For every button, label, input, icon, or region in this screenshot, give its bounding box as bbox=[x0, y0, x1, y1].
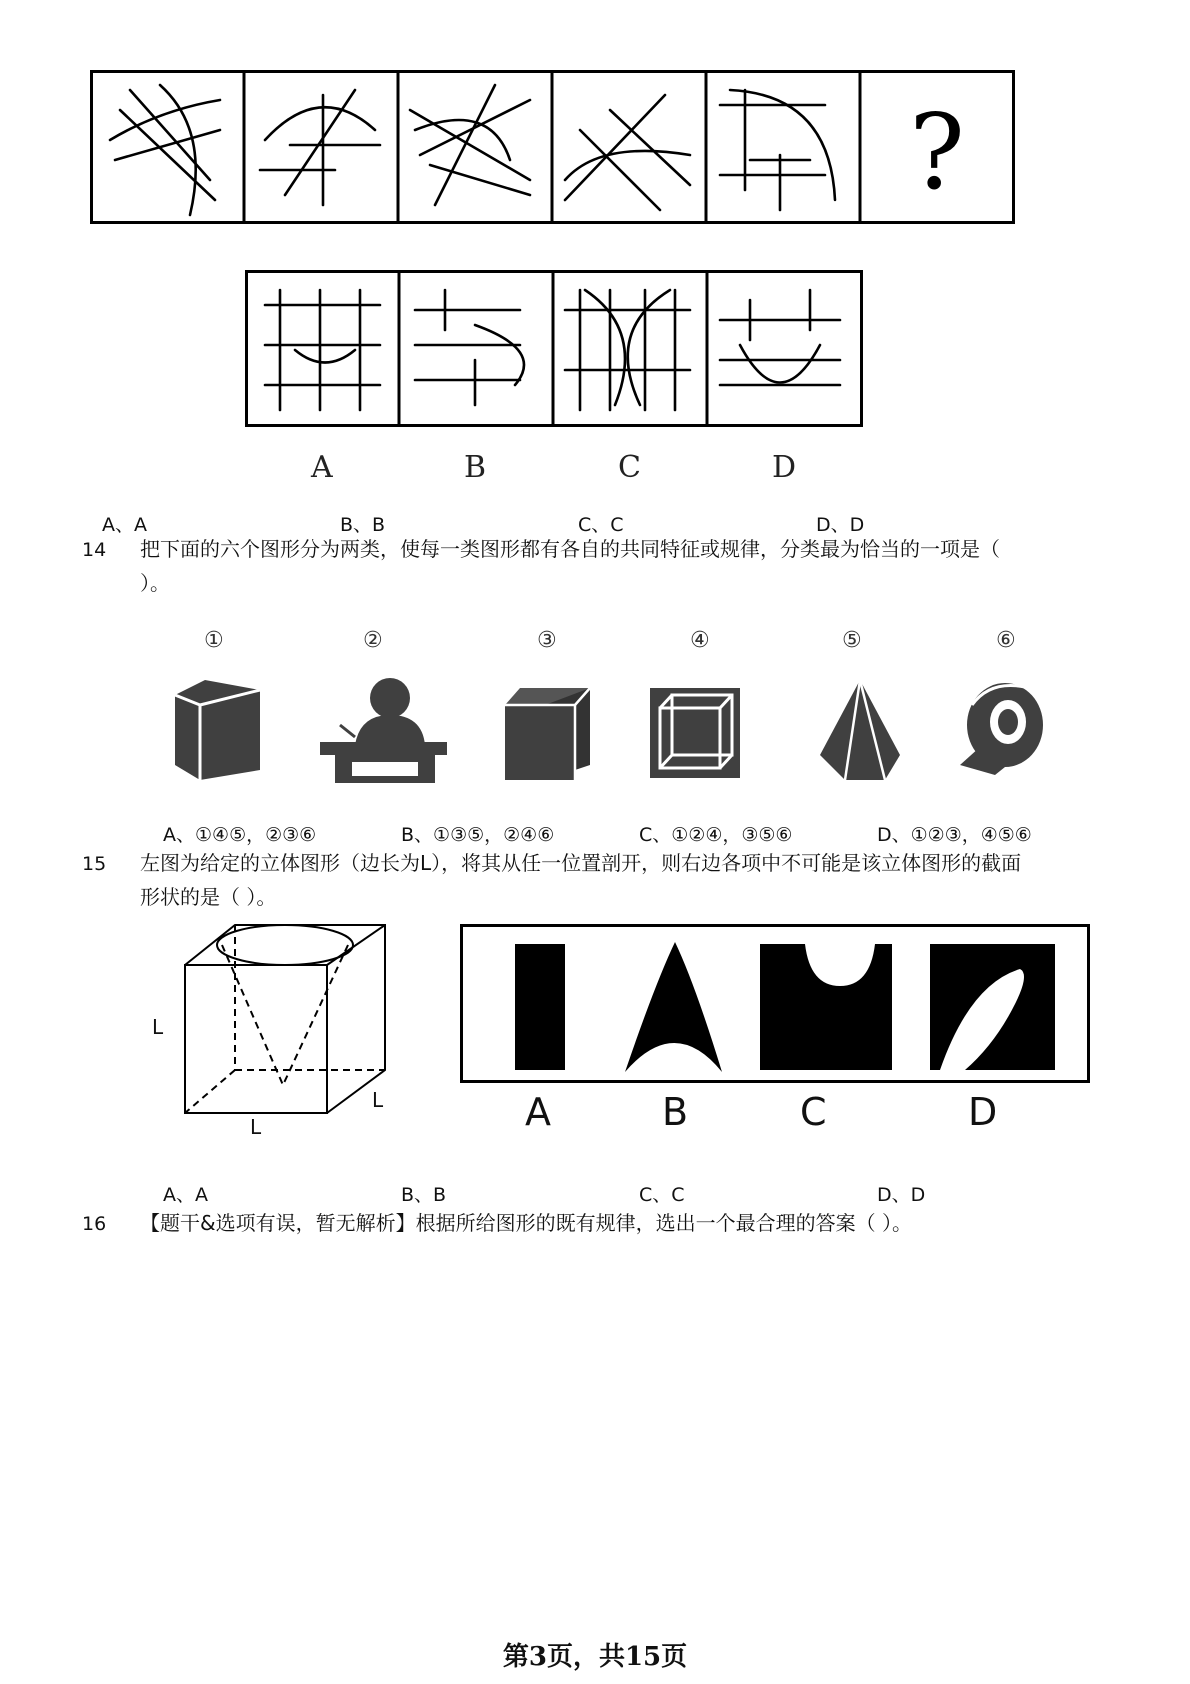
q14-label-5: ⑤ bbox=[842, 628, 862, 653]
q14-choice-d[interactable]: D、①②③，④⑤⑥ bbox=[877, 824, 1032, 846]
q15-choice-b[interactable]: B、B bbox=[401, 1184, 447, 1206]
q13-choice-b[interactable]: B、B bbox=[340, 514, 386, 536]
q14-label-6: ⑥ bbox=[996, 628, 1016, 653]
q14-shapes-figure bbox=[160, 675, 1060, 785]
shape-5-pyramid bbox=[820, 680, 900, 780]
q14-question-text bbox=[140, 532, 1080, 600]
q13-option-letter-a: A bbox=[311, 450, 333, 485]
q14-label-1: ① bbox=[204, 628, 224, 653]
q15-question-text bbox=[140, 846, 1100, 914]
q14-text-line1: 把下面的六个图形分为两类，使每一类图形都有各自的共同特征或规律，分类最为恰当的一项是（ bbox=[140, 537, 1000, 561]
q13-choice-a[interactable]: A、A bbox=[102, 514, 147, 536]
q16-number: 16 bbox=[82, 1213, 107, 1235]
q13-option-letter-c: C bbox=[618, 450, 641, 485]
q14-choice-b[interactable]: B、①③⑤，②④⑥ bbox=[401, 824, 555, 846]
q13-option-letter-d: D bbox=[772, 450, 797, 485]
q15-option-letter-a: A bbox=[525, 1090, 551, 1134]
q14-number: 14 bbox=[82, 539, 107, 561]
q15-text-line2: 形状的是（ ）。 bbox=[140, 885, 277, 909]
q14-label-4: ④ bbox=[690, 628, 710, 653]
shape-6-tape-roll bbox=[960, 683, 1043, 775]
q14-text-line2: ）。 bbox=[140, 571, 170, 595]
q13-choice-c[interactable]: C、C bbox=[578, 514, 624, 536]
page-footer: 第3页，共15页 bbox=[502, 1642, 688, 1672]
q13-options-figure bbox=[245, 270, 863, 427]
shape-2-person-desk bbox=[320, 678, 447, 783]
shape-4-wire-cube bbox=[650, 688, 740, 778]
q16-question-text: 【题干&选项有误，暂无解析】根据所给图形的既有规律，选出一个最合理的答案（ ）。 bbox=[140, 1211, 912, 1235]
edge-label-left: L bbox=[152, 1015, 164, 1039]
q15-option-letter-d: D bbox=[968, 1090, 998, 1134]
shape-3-cube bbox=[505, 688, 590, 780]
q13-choice-d[interactable]: D、D bbox=[816, 514, 865, 536]
question-mark: ? bbox=[909, 91, 965, 213]
q15-option-letter-b: B bbox=[662, 1090, 689, 1134]
q14-choice-c[interactable]: C、①②④，③⑤⑥ bbox=[639, 824, 793, 846]
shape-1-prism bbox=[175, 680, 260, 780]
q15-sections-figure bbox=[460, 924, 1090, 1084]
q15-solid-figure bbox=[180, 920, 400, 1120]
q15-choice-d[interactable]: D、D bbox=[877, 1184, 926, 1206]
q14-label-2: ② bbox=[363, 628, 383, 653]
q14-label-3: ③ bbox=[537, 628, 557, 653]
edge-label-bottom: L bbox=[250, 1115, 262, 1139]
q13-option-letter-b: B bbox=[464, 450, 487, 485]
q13-sequence-figure bbox=[90, 70, 1015, 224]
q15-number: 15 bbox=[82, 853, 107, 875]
section-c-notch bbox=[760, 944, 892, 1070]
q15-option-letter-c: C bbox=[800, 1090, 827, 1134]
section-a-rectangle bbox=[515, 944, 565, 1070]
edge-label-right: L bbox=[372, 1088, 384, 1112]
q15-choice-a[interactable]: A、A bbox=[163, 1184, 208, 1206]
q15-choice-c[interactable]: C、C bbox=[639, 1184, 685, 1206]
q15-text-line1: 左图为给定的立体图形（边长为L），将其从任一位置剖开，则右边各项中不可能是该立体图形的截面 bbox=[140, 851, 1022, 875]
q14-choice-a[interactable]: A、①④⑤，②③⑥ bbox=[163, 824, 317, 846]
section-b-arch bbox=[625, 942, 722, 1072]
